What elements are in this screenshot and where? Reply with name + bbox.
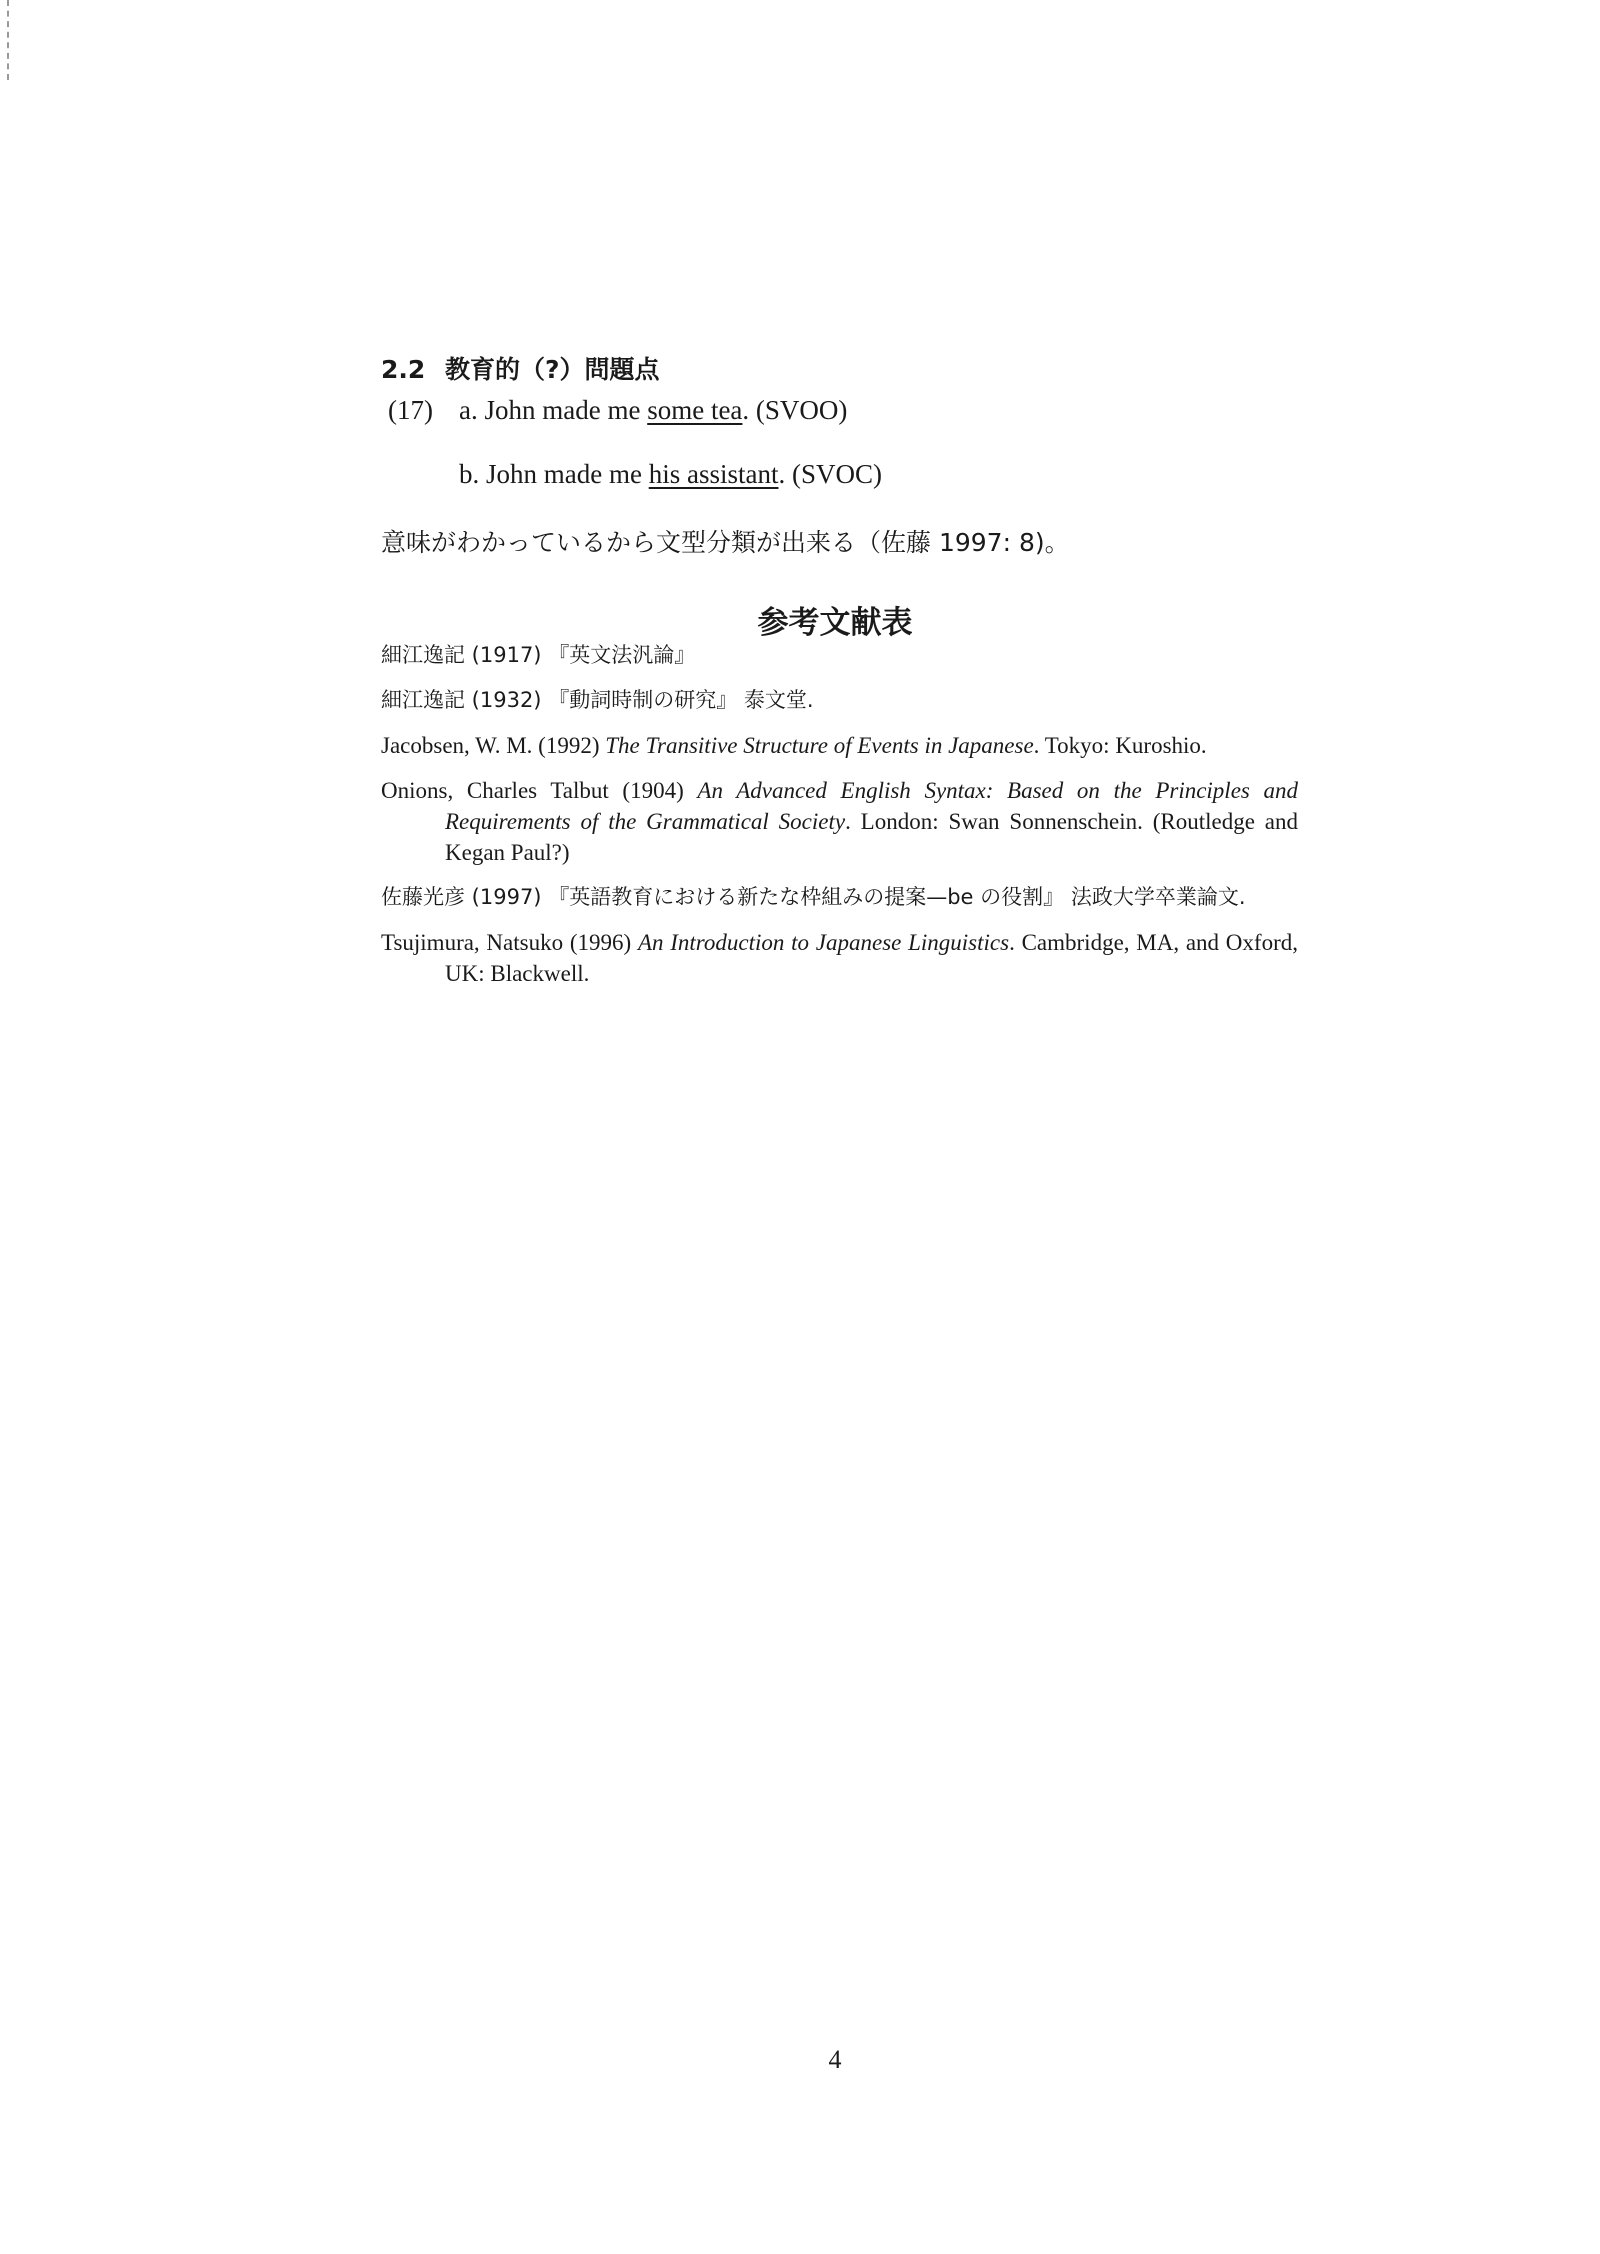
reference-item: Jacobsen, W. M. (1992) The Transitive Structure of Events in Japanese. Tokyo: Kuroshio. [381, 733, 1207, 758]
margin-mark [7, 0, 10, 80]
example-a-text: John made me [484, 395, 641, 425]
example-b [459, 459, 882, 490]
section-title: 教育的（?）問題点 [445, 355, 660, 384]
example-a-label: a. [459, 395, 478, 425]
example-b-tag: . (SVOC) [778, 459, 882, 489]
reference-item: 細江逸記 (1917) 『英文法汎論』 [381, 643, 696, 667]
references-list [381, 640, 1298, 1003]
section-number: 2.2 [381, 355, 426, 384]
body-paragraph: 意味がわかっているから文型分類が出来る（佐藤 1997: 8)。 [381, 528, 1070, 557]
example-a-tag: . (SVOO) [742, 395, 848, 425]
example-b-underlined: his assistant [648, 459, 779, 489]
example-b-text: John made me [486, 459, 642, 489]
reference-item: Tsujimura, Natsuko (1996) An Introduction to Japanese Linguistics. Cambridge, MA, and Oxford, UK: Blackwell. [381, 930, 1298, 986]
section-heading [381, 350, 660, 386]
reference-item: 細江逸記 (1932) 『動詞時制の研究』 泰文堂. [381, 688, 814, 712]
references-heading: 参考文献表 [757, 605, 913, 641]
reference-item: Onions, Charles Talbut (1904) An Advanced English Syntax: Based on the Principles and Requirements of the Grammatical Society. London: Swan Sonnenschein. (Routledge and Kegan Paul?) [381, 778, 1299, 865]
example-b-label: b. [459, 459, 480, 489]
example-number: (17) [388, 395, 433, 425]
example-a [388, 395, 847, 426]
page-number: 4 [828, 2045, 842, 2074]
example-a-underlined: some tea [647, 395, 743, 425]
reference-item: 佐藤光彦 (1997) 『英語教育における新たな枠組みの提案—be の役割』 法政大学卒業論文. [381, 885, 1246, 909]
